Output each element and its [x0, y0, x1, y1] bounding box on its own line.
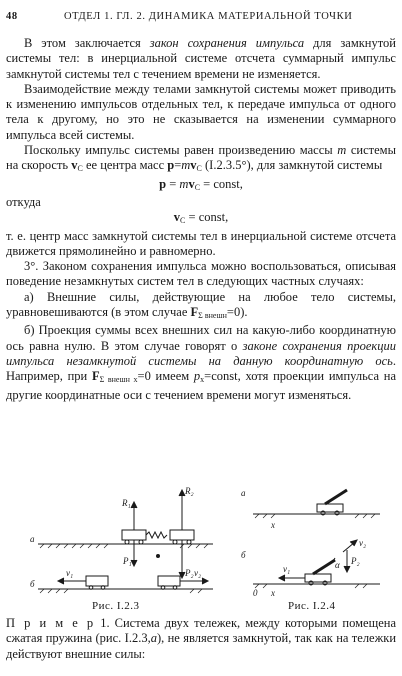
paragraph-conservation-law: В этом заключается закон сохранения импульса для замкнутой системы тел: в инерциальной системе отсчета суммарный импульс замкнутой системы тел с течением времени не изменяется.: [6, 36, 396, 81]
label-r2: R₂: [185, 486, 194, 496]
label-v2-2: v₂: [359, 538, 367, 548]
label-r1: R₁: [122, 498, 131, 508]
label-x-a: x: [271, 520, 275, 530]
label-o: 0: [253, 588, 258, 598]
page-number: 48: [6, 11, 18, 22]
label-alpha: α: [335, 560, 340, 570]
paragraph-open-systems: 3°. Законом сохранения импульса можно воспользоваться, описывая поведение незамкнутых систем тел в следующих частных случаях:: [6, 259, 396, 289]
law-term: закон сохранения импульса: [149, 36, 305, 50]
label-a-2: а: [241, 488, 246, 498]
figure-cannon: [235, 484, 385, 599]
caption-fig-1-2-4: Рис. I.2.4: [288, 600, 336, 612]
paragraph-example-1: П р и м е р 1. Система двух тележек, между которыми помещена сжатая пружина (рис. I.2.3,а), не является замкнутой, так как на тележки действуют внешние силы:: [6, 616, 397, 661]
paragraph-center-of-mass: Поскольку импульс системы равен произведению массы m системы на скорость $v_C$ ее центра масс $p=mv_C$ (I.2.3.5°), для замкнутой системы: [6, 143, 396, 174]
formula-momentum-const: $p = mv_C$ = const,: [159, 176, 243, 192]
label-a: а: [30, 534, 35, 544]
paragraph-interaction: Взаимодействие между телами замкнутой системы может приводить к изменению импульсов отдельных тел, к передаче импульса от одного тела к другому, но это не сказывается на изменении суммарного импульса всей системы.: [6, 81, 396, 142]
label-v1-2: v₁: [283, 564, 291, 574]
paragraph-case-b: б) Проекция суммы всех внешних сил на какую-либо координатную ось равна нулю. В этом случае говорят о законе сохранения проекции импульса незамкнутой системы на данную координатную ось. Например, при $F_{\Sigma внешн x}=0$ имеем $p_x=const$, хотя проекции импульса на другие координатные оси с течением времени могут изменяться.: [6, 323, 396, 402]
formula-velocity-const: $v_C$ = const,: [173, 210, 229, 226]
caption-fig-1-2-3: Рис. I.2.3: [92, 600, 140, 612]
label-b-2: б: [241, 550, 246, 560]
label-v1: v₁: [66, 568, 74, 578]
label-p1: P₁: [123, 556, 132, 566]
label-x-b: x: [271, 588, 275, 598]
paragraph-case-a: а) Внешние силы, действующие на любое тело системы, уравновешиваются (в этом случае $F_{\Sigma внешн}=0$).: [6, 289, 396, 321]
figure-carts-spring: [30, 484, 215, 599]
figures-area: [30, 484, 390, 614]
body-text: [6, 36, 396, 403]
label-v2: v₂: [194, 568, 202, 578]
page-header: [6, 11, 396, 25]
paragraph-uniform-motion: т. е. центр масс замкнутой системы тел в инерциальной системе отсчета движется прямолинейно и равномерно.: [6, 228, 396, 258]
running-title: ОТДЕЛ 1. ГЛ. 2. ДИНАМИКА МАТЕРИАЛЬНОЙ ТОЧКИ: [64, 11, 353, 22]
label-p2-2: P₂: [351, 556, 360, 566]
label-b: б: [30, 579, 35, 589]
word-otkuda: откуда: [6, 194, 41, 209]
label-p2: P₂: [185, 568, 194, 578]
